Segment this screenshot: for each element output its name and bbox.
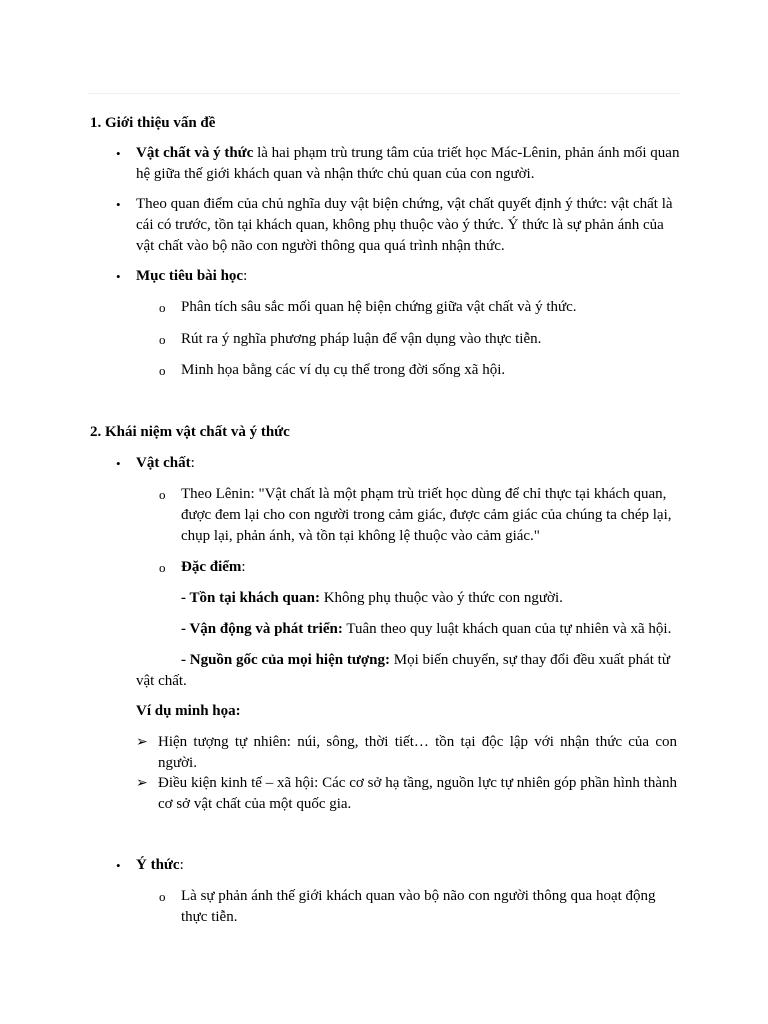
item-bold: Đặc điểm	[181, 559, 242, 575]
feature-bold: - Tồn tại khách quan:	[181, 590, 320, 606]
arrow-bullet-icon: ➢	[136, 776, 148, 791]
item-bold: Vật chất	[136, 455, 191, 471]
feature-bold: - Vận động và phát triển:	[181, 621, 343, 637]
item-text: :	[179, 857, 184, 873]
example-item: Hiện tượng tự nhiên: núi, sông, thời tiết… tồn tại độc lập với nhận thức của con người.	[158, 734, 677, 771]
item-bold: Mục tiêu bài học	[136, 268, 244, 284]
sub-list-item: Phân tích sâu sắc mối quan hệ biện chứng giữa vật chất và ý thức.	[181, 299, 577, 315]
circle-marker: o	[159, 300, 166, 315]
item-text: :	[243, 268, 248, 284]
circle-marker: o	[159, 889, 166, 904]
list-item	[136, 855, 681, 876]
feature-line	[136, 650, 680, 692]
circle-marker: o	[159, 332, 166, 347]
definition-quote: Theo Lênin: "Vật chất là một phạm trù triết học dùng để chỉ thực tại khách quan, được đem lại cho con người trong cảm giác, được cảm giác của chúng ta chép lại, chụp lại, phản ánh, và tồn tại không lệ thuộc vào cảm giác."	[181, 486, 672, 544]
bullet-marker: •	[116, 269, 121, 284]
bullet-marker: •	[116, 456, 121, 471]
bullet-marker: •	[116, 146, 121, 161]
item-bold: Ý thức	[136, 857, 180, 873]
page-top-divider	[88, 93, 680, 94]
circle-marker: o	[159, 363, 166, 378]
list-item	[136, 143, 681, 185]
circle-marker: o	[159, 487, 166, 502]
sub-list-item	[181, 557, 681, 578]
item-bold: Vật chất và ý thức	[136, 145, 254, 161]
item-text: :	[190, 455, 195, 471]
feature-bold: - Nguồn gốc của mọi hiện tượng:	[181, 652, 390, 668]
list-item	[136, 453, 681, 474]
feature-text: Mọi biến chuyển, sự thay đổi đều xuất phát từ vật chất.	[136, 652, 670, 689]
list-item: Theo quan điểm của chủ nghĩa duy vật biện chứng, vật chất quyết định ý thức: vật chất là cái có trước, tồn tại khách quan, không phụ thuộc vào ý thức. Ý thức là sự phản ánh của vật chất vào bộ não con người thông qua quá trình nhận thức.	[136, 196, 673, 254]
item-text: là hai phạm trù trung tâm của triết học Mác-Lênin, phản ánh mối quan hệ giữa thế giới khách quan và nhận thức chủ quan của con người.	[136, 145, 680, 182]
bullet-marker: •	[116, 858, 121, 873]
section-heading-2: 2. Khái niệm vật chất và ý thức	[90, 424, 290, 440]
list-item	[136, 266, 681, 287]
feature-text: Không phụ thuộc vào ý thức con người.	[319, 590, 563, 606]
feature-line	[181, 588, 681, 609]
example-item: Điều kiện kinh tế – xã hội: Các cơ sở hạ tầng, nguồn lực tự nhiên góp phần hình thành cơ sở vật chất của một quốc gia.	[158, 775, 677, 812]
circle-marker: o	[159, 560, 166, 575]
arrow-bullet-icon: ➢	[136, 735, 148, 750]
example-label: Ví dụ minh họa:	[136, 703, 241, 719]
sub-list-item: Minh họa bằng các ví dụ cụ thể trong đời sống xã hội.	[181, 362, 506, 378]
feature-line	[181, 619, 681, 640]
item-text: :	[241, 559, 246, 575]
bullet-marker: •	[116, 197, 121, 212]
sub-list-item: Là sự phản ánh thế giới khách quan vào bộ não con người thông qua hoạt động thực tiễn.	[181, 888, 656, 925]
sub-list-item: Rút ra ý nghĩa phương pháp luận để vận dụng vào thực tiễn.	[181, 331, 542, 347]
feature-text: Tuân theo quy luật khách quan của tự nhiên và xã hội.	[342, 621, 672, 637]
section-heading-1: 1. Giới thiệu vấn đề	[90, 115, 216, 131]
